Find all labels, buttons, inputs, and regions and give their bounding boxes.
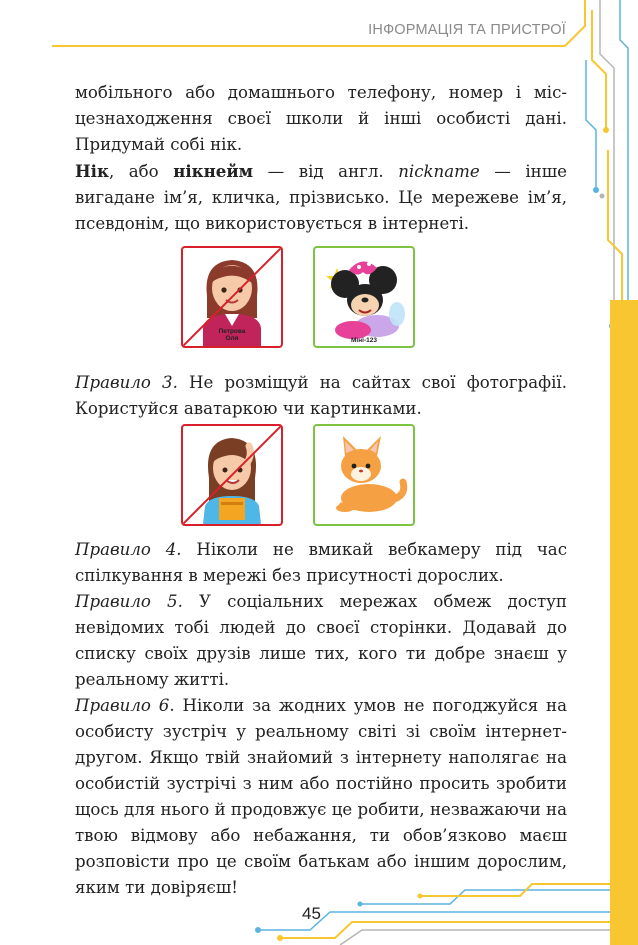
rule-6-label: Правило 6. (75, 696, 175, 715)
term-nik: Нік (75, 161, 109, 181)
rule-3-label: Правило 3. (75, 373, 178, 392)
rule-6-paragraph (75, 693, 567, 901)
rule-4-label: Правило 4. (75, 540, 182, 559)
cross-out-icon (183, 426, 281, 524)
page-number: 45 (302, 904, 321, 923)
running-header: ІНФОРМАЦІЯ ТА ПРИСТРОЇ (368, 22, 566, 38)
rule-5-text: У соціальних мережах обмеж доступ невідомих тобі людей до своєї сторінки. Додавай до списку своїх друзів лише тих, кого ти добре знаєш у реальному житті. (75, 592, 567, 689)
rule-3-paragraph (75, 370, 567, 422)
rule-5-label: Правило 5. (75, 592, 183, 611)
intro-text-block (75, 80, 567, 237)
paragraph-personal-data: мобільного або домашнього телефону, номер і місцезнаходження своєї школи й інші особисті дані. Придумай собі нік. (75, 83, 567, 154)
caption-nickname: Міні-123 (351, 337, 377, 344)
rule-4-text: Ніколи не вмикай вебкамеру під час спілкування в мережі без присутності дорослих. (75, 540, 567, 585)
text-fragment: — інше вигадане ім’я, кличка, прізвисько. Це мережеве ім’я, псевдонім, що використовується в інтернеті. (75, 162, 567, 233)
caption-surname: Петрова (218, 328, 246, 335)
rule-6-text: Ніколи за жодних умов не погоджуйся на особисту зустріч у реальному світі зі своїм інтернет-другом. Якщо твій знайомий з інтернету наполягає на особистій зустрічі з ним або постійно просить зробити щось для нього й продовжує це робити, незважаючи на твою відмову або небажання, ти обов’язково маєш розповісти про це своїм батькам або іншим дорослим, яким ти довіряєш! (75, 696, 567, 897)
yellow-side-band (610, 300, 638, 945)
text-fragment: , або (108, 162, 174, 181)
cartoon-mouse-icon (315, 248, 413, 346)
text-fragment: — від англ. (253, 162, 399, 181)
paragraph-nickname-definition (75, 158, 567, 237)
rules-4-6-block (75, 537, 567, 901)
term-nickname-english: nickname (398, 162, 480, 181)
allowed-nickname-avatar (313, 246, 415, 348)
term-nickneim: нікнейм (173, 161, 254, 181)
rule-3-block (75, 370, 567, 422)
allowed-cat-picture-tile (313, 424, 415, 526)
caption-name: Оля (225, 335, 239, 342)
rule-3-text: Не розміщуй на сайтах свої фотографії. Користуйся аватаркою чи картинками. (75, 373, 567, 418)
cross-out-icon (183, 248, 281, 346)
ginger-cat-icon (315, 426, 413, 524)
rule-5-paragraph (75, 589, 567, 693)
forbidden-real-name-avatar (181, 246, 283, 348)
rule-4-paragraph (75, 537, 567, 589)
forbidden-photo-tile (181, 424, 283, 526)
